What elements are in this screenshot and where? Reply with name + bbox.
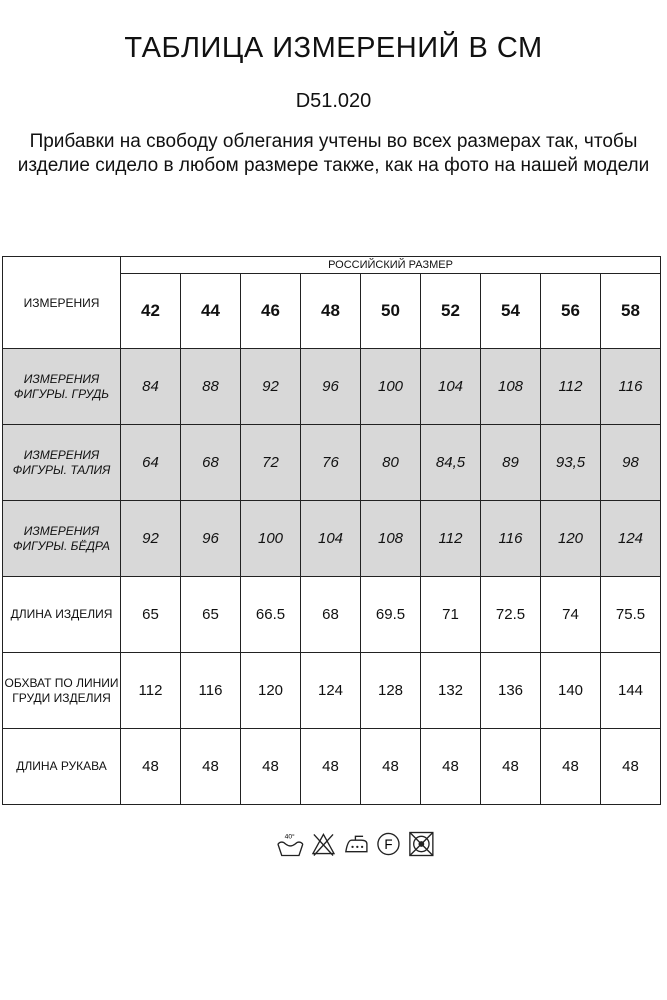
table-cell: 48: [361, 729, 421, 805]
table-cell: 72: [241, 425, 301, 501]
table-cell: 112: [541, 349, 601, 425]
table-cell: 108: [361, 501, 421, 577]
table-row: [3, 653, 661, 729]
table-row: [3, 729, 661, 805]
table-cell: 124: [301, 653, 361, 729]
table-cell: 96: [181, 501, 241, 577]
size-header: 52: [421, 274, 481, 349]
table-cell: 65: [181, 577, 241, 653]
table-cell: 104: [421, 349, 481, 425]
size-header: 50: [361, 274, 421, 349]
table-cell: 92: [121, 501, 181, 577]
row-label: ОБХВАТ ПО ЛИНИИ ГРУДИ ИЗДЕЛИЯ: [3, 653, 121, 729]
table-cell: 88: [181, 349, 241, 425]
wash-40-icon: [276, 828, 305, 860]
size-header: 54: [481, 274, 541, 349]
table-cell: 136: [481, 653, 541, 729]
table-cell: 112: [421, 501, 481, 577]
table-cell: 48: [181, 729, 241, 805]
size-header: 44: [181, 274, 241, 349]
care-symbols: [276, 826, 436, 862]
table-cell: 48: [481, 729, 541, 805]
size-header: 58: [601, 274, 661, 349]
table-cell: 48: [301, 729, 361, 805]
iron-icon: [342, 828, 371, 860]
table-cell: 116: [601, 349, 661, 425]
table-cell: 84: [121, 349, 181, 425]
table-cell: 92: [241, 349, 301, 425]
table-cell: 112: [121, 653, 181, 729]
table-cell: 75.5: [601, 577, 661, 653]
wash-temp-label: 40°: [284, 833, 295, 841]
table-cell: 89: [481, 425, 541, 501]
table-cell: 64: [121, 425, 181, 501]
table-cell: 80: [361, 425, 421, 501]
table-cell: 76: [301, 425, 361, 501]
table-cell: 74: [541, 577, 601, 653]
table-cell: 108: [481, 349, 541, 425]
table-cell: 48: [121, 729, 181, 805]
table-cell: 84,5: [421, 425, 481, 501]
no-bleach-icon: [311, 828, 336, 860]
table-cell: 68: [301, 577, 361, 653]
row-label: ДЛИНА РУКАВА: [3, 729, 121, 805]
table-cell: 140: [541, 653, 601, 729]
table-row: [3, 349, 661, 425]
table-cell: 120: [541, 501, 601, 577]
dry-clean-letter: F: [384, 836, 393, 852]
table-cell: 48: [601, 729, 661, 805]
row-label: ДЛИНА ИЗДЕЛИЯ: [3, 577, 121, 653]
no-tumble-dry-icon: [407, 828, 436, 860]
table-cell: 48: [241, 729, 301, 805]
russian-size-header: РОССИЙСКИЙ РАЗМЕР: [121, 257, 661, 274]
table-cell: 69.5: [361, 577, 421, 653]
table-cell: 116: [181, 653, 241, 729]
table-cell: 120: [241, 653, 301, 729]
row-label: ИЗМЕРЕНИЯ ФИГУРЫ. ТАЛИЯ: [3, 425, 121, 501]
table-cell: 100: [241, 501, 301, 577]
size-header: 42: [121, 274, 181, 349]
size-header: 48: [301, 274, 361, 349]
row-label: ИЗМЕРЕНИЯ ФИГУРЫ. ГРУДЬ: [3, 349, 121, 425]
row-label: ИЗМЕРЕНИЯ ФИГУРЫ. БЁДРА: [3, 501, 121, 577]
table-row: [3, 501, 661, 577]
table-row: [3, 425, 661, 501]
table-row: [3, 577, 661, 653]
size-table: [2, 256, 661, 805]
table-cell: 124: [601, 501, 661, 577]
table-cell: 144: [601, 653, 661, 729]
fit-note: Прибавки на свободу облегания учтены во всех размерах так, чтобы изделие сидело в любом размере также, как на фото на нашей модели: [17, 131, 650, 176]
table-cell: 48: [421, 729, 481, 805]
page-title: ТАБЛИЦА ИЗМЕРЕНИЙ В СМ: [124, 32, 543, 64]
table-cell: 128: [361, 653, 421, 729]
product-code: D51.020: [295, 90, 372, 112]
table-cell: 93,5: [541, 425, 601, 501]
table-cell: 104: [301, 501, 361, 577]
dry-clean-f-icon: [376, 828, 401, 860]
table-cell: 68: [181, 425, 241, 501]
table-cell: 65: [121, 577, 181, 653]
table-cell: 48: [541, 729, 601, 805]
table-cell: 98: [601, 425, 661, 501]
size-header: 46: [241, 274, 301, 349]
table-cell: 96: [301, 349, 361, 425]
table-cell: 116: [481, 501, 541, 577]
table-cell: 71: [421, 577, 481, 653]
table-cell: 100: [361, 349, 421, 425]
size-header: 56: [541, 274, 601, 349]
table-cell: 72.5: [481, 577, 541, 653]
table-cell: 66.5: [241, 577, 301, 653]
measurements-header: ИЗМЕРЕНИЯ: [3, 257, 121, 349]
table-cell: 132: [421, 653, 481, 729]
